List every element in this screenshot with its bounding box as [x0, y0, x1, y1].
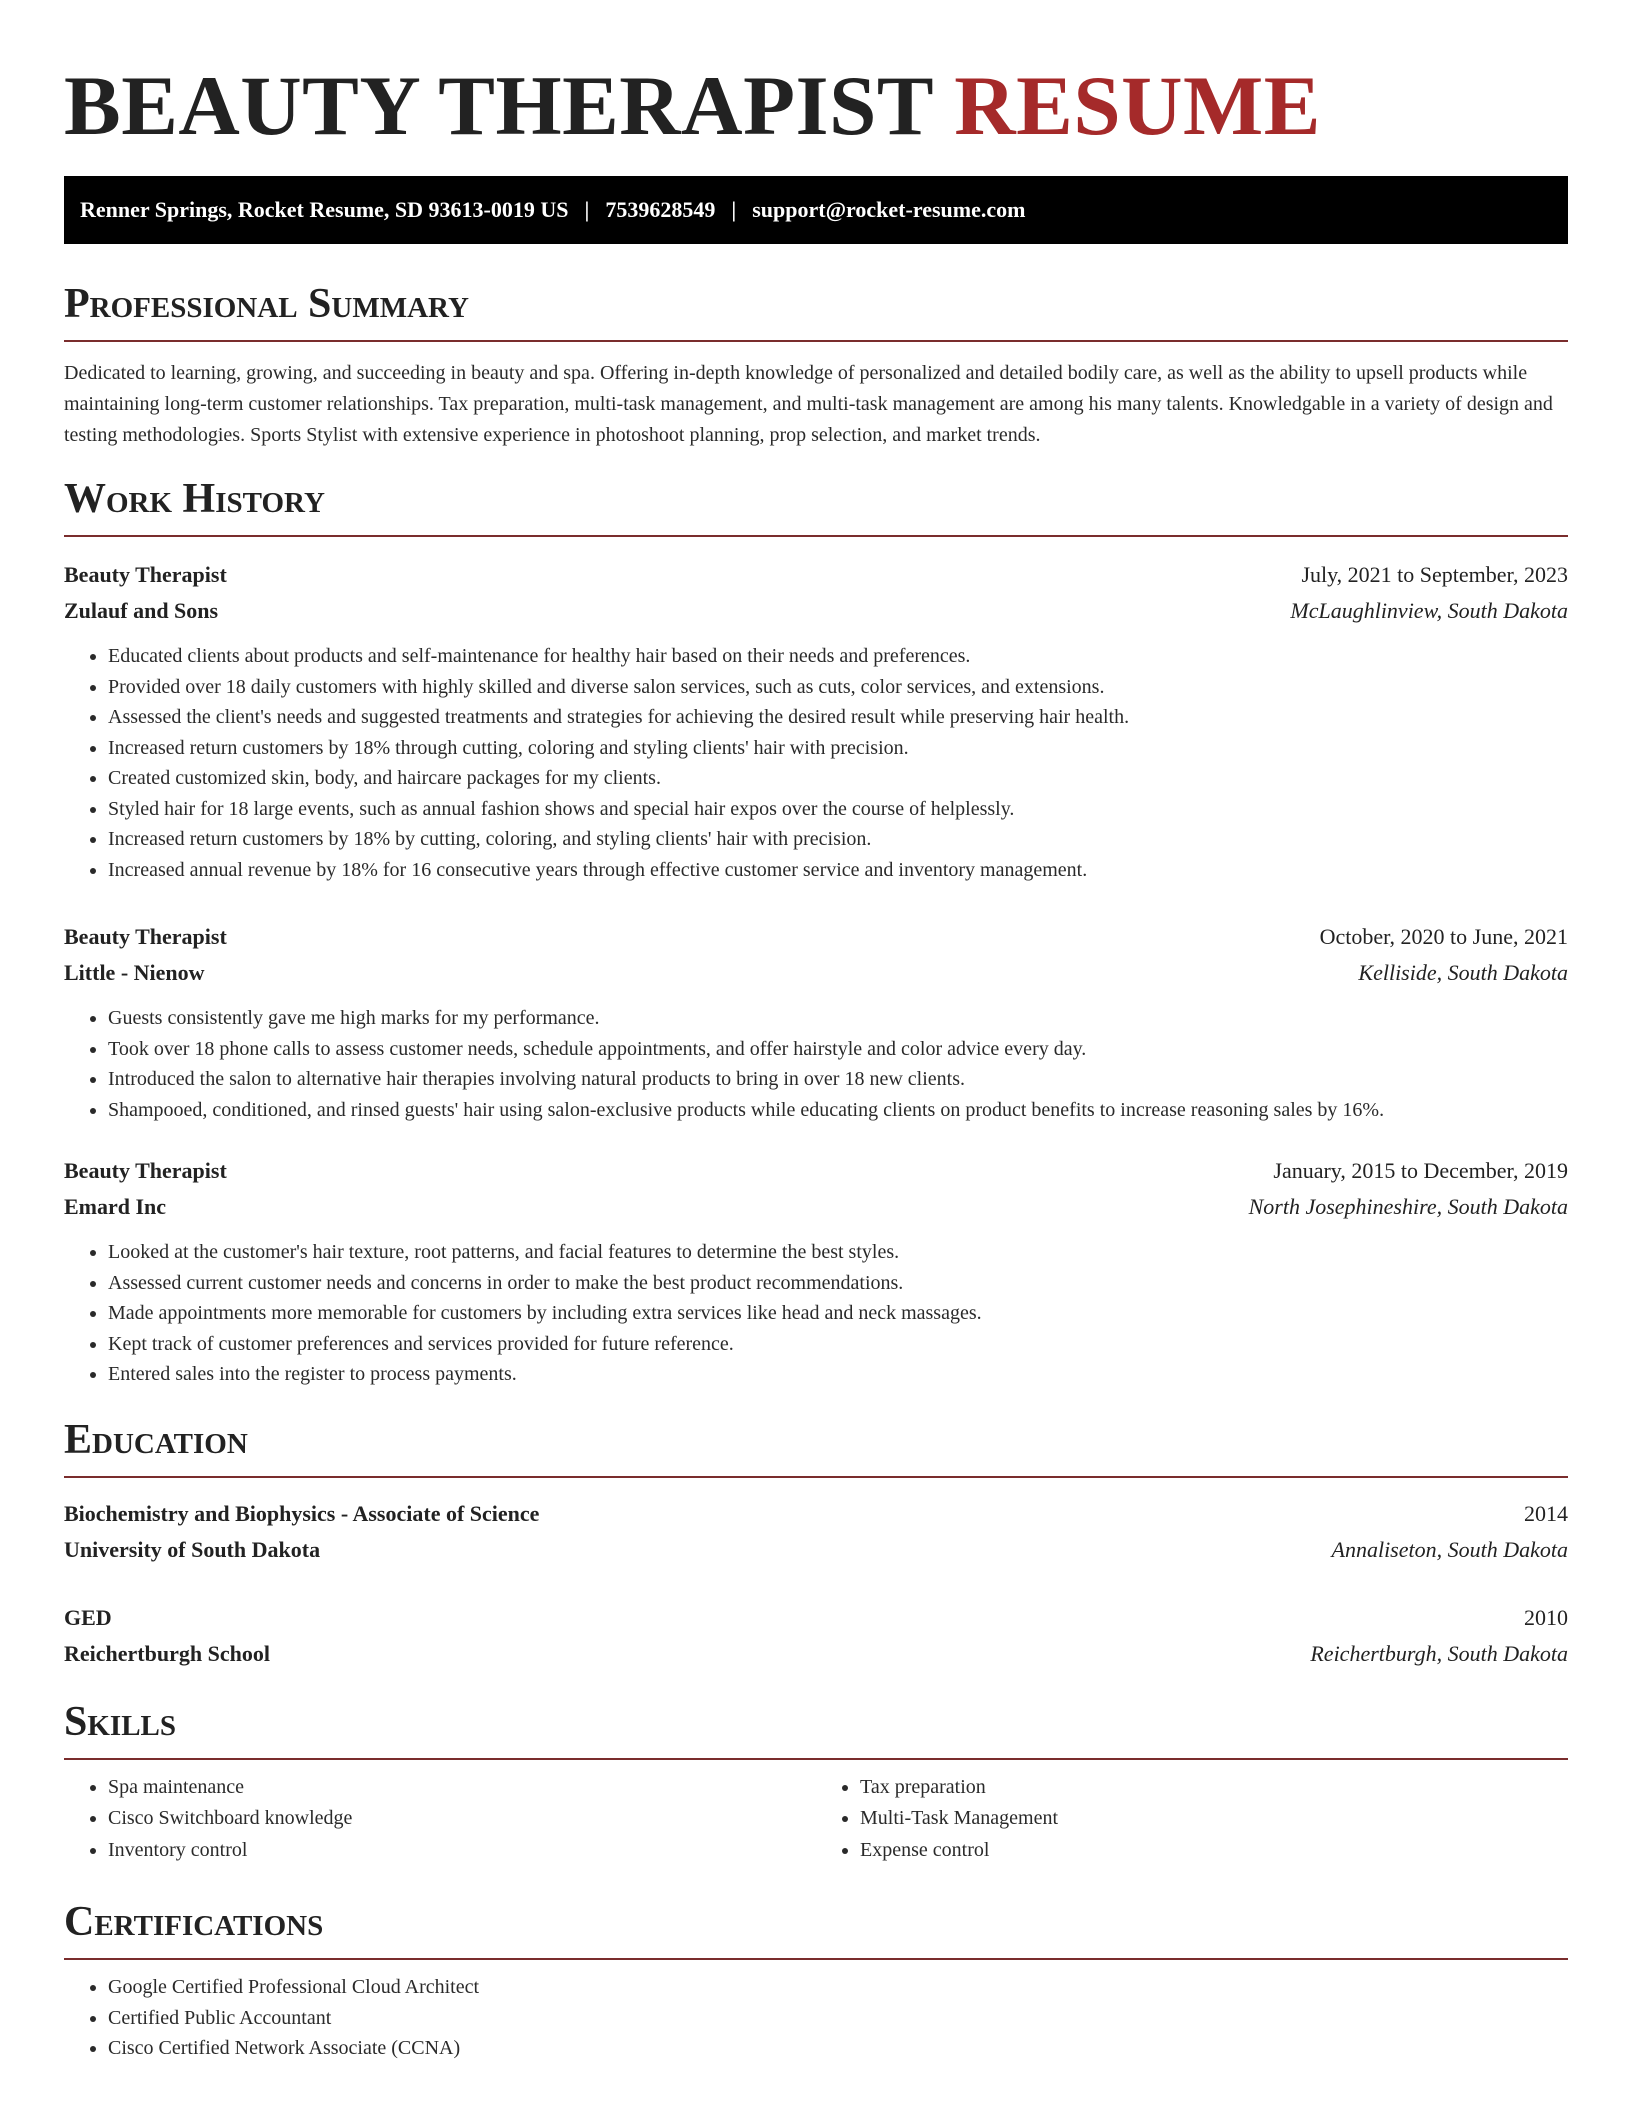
degree-row [64, 1600, 1568, 1636]
certification-item: • Certified Public Accountant [108, 2003, 1568, 2034]
skill-item: • Inventory control [108, 1835, 816, 1867]
list-item: • Provided over 18 daily customers with highly skilled and diverse salon services, such as cuts, color services, and extensions. [108, 672, 1568, 703]
section-heading: Skills [64, 1700, 1568, 1760]
job-duties-list [64, 641, 1568, 885]
skills-section [64, 1700, 1568, 1867]
work-history-section [64, 477, 1568, 1390]
job-company: Little - Nienow [64, 960, 205, 985]
list-item: • Educated clients about products and self-maintenance for healthy hair based on their needs and preferences. [108, 641, 1568, 672]
job-location: Kelliside, South Dakota [1358, 960, 1568, 985]
job-dates: October, 2020 to June, 2021 [1319, 924, 1568, 949]
school-name: Reichertburgh School [64, 1640, 270, 1666]
job-title: Beauty Therapist [64, 1158, 227, 1183]
job-dates: July, 2021 to September, 2023 [1301, 562, 1568, 587]
skill-item: • Expense control [860, 1835, 1568, 1867]
job-duties-list [64, 1237, 1568, 1390]
certification-item: • Google Certified Professional Cloud Architect [108, 1972, 1568, 2003]
job-title: Beauty Therapist [64, 924, 227, 949]
list-item: • Made appointments more memorable for customers by including extra services like head and neck massages. [108, 1298, 1568, 1329]
list-item: • Assessed current customer needs and concerns in order to make the best product recommendations. [108, 1268, 1568, 1299]
certification-item: • Cisco Certified Network Associate (CCNA) [108, 2033, 1568, 2064]
contact-address: Renner Springs, Rocket Resume, SD 93613-0019 US [80, 197, 569, 222]
list-item: • Guests consistently gave me high marks for my performance. [108, 1003, 1568, 1034]
skills-grid [64, 1772, 1568, 1867]
certifications-section [64, 1900, 1568, 2064]
education-section [64, 1418, 1568, 1672]
section-heading: Professional Summary [64, 282, 1568, 342]
job-entry [64, 919, 1568, 1125]
resume-title [64, 0, 1568, 156]
list-item: • Looked at the customer's hair texture, root patterns, and facial features to determine the best styles. [108, 1237, 1568, 1268]
list-item: • Shampooed, conditioned, and rinsed guests' hair using salon-exclusive products while educating clients on product benefits to increase reasoning sales by 16%. [108, 1095, 1568, 1126]
job-title-row [64, 919, 1568, 955]
skill-item: • Cisco Switchboard knowledge [108, 1803, 816, 1835]
certifications-list [64, 1972, 1568, 2064]
contact-phone[interactable]: 7539628549 [605, 197, 716, 222]
list-item: • Increased return customers by 18% by cutting, coloring, and styling clients' hair with precision. [108, 824, 1568, 855]
list-item: • Kept track of customer preferences and services provided for future reference. [108, 1329, 1568, 1360]
contact-separator: | [584, 197, 590, 222]
job-company: Emard Inc [64, 1194, 167, 1219]
school-row [64, 1636, 1568, 1672]
section-heading: Work History [64, 477, 1568, 537]
job-company-row [64, 1189, 1568, 1225]
degree-year: 2014 [1524, 1500, 1568, 1526]
degree-name: Biochemistry and Biophysics - Associate of Science [64, 1500, 540, 1526]
list-item: • Increased return customers by 18% through cutting, coloring and styling clients' hair with precision. [108, 733, 1568, 764]
job-duties-list [64, 1003, 1568, 1125]
degree-name: GED [64, 1604, 112, 1630]
skill-item: • Tax preparation [860, 1772, 1568, 1804]
job-company-row [64, 955, 1568, 991]
skill-item: • Multi-Task Management [860, 1803, 1568, 1835]
job-location: North Josephineshire, South Dakota [1248, 1194, 1568, 1219]
job-title: Beauty Therapist [64, 562, 227, 587]
job-entry [64, 1153, 1568, 1390]
list-item: • Increased annual revenue by 18% for 16 consecutive years through effective customer service and inventory management. [108, 855, 1568, 886]
list-item: • Styled hair for 18 large events, such as annual fashion shows and special hair expos over the course of helplessly. [108, 794, 1568, 825]
skills-list-left [64, 1772, 816, 1867]
education-entry [64, 1600, 1568, 1672]
list-item: • Created customized skin, body, and haircare packages for my clients. [108, 763, 1568, 794]
job-company: Zulauf and Sons [64, 598, 219, 623]
list-item: • Took over 18 phone calls to assess customer needs, schedule appointments, and offer hairstyle and color advice every day. [108, 1034, 1568, 1065]
summary-section [64, 282, 1568, 451]
skills-list-right [816, 1772, 1568, 1867]
skill-item: • Spa maintenance [108, 1772, 816, 1804]
contact-bar [64, 176, 1568, 244]
school-location: Reichertburgh, South Dakota [1310, 1640, 1568, 1666]
list-item: • Assessed the client's needs and suggested treatments and strategies for achieving the desired result while preserving hair health. [108, 702, 1568, 733]
education-entry [64, 1496, 1568, 1568]
title-accent: RESUME [954, 59, 1321, 153]
summary-text: Dedicated to learning, growing, and succeeding in beauty and spa. Offering in-depth knowledge of personalized and detailed bodily care, as well as the ability to upsell products while maintaining long-term customer relationships. Tax preparation, multi-task management, and multi-task management are among his many talents. Knowledgable in a variety of design and testing methodologies. Sports Stylist with extensive experience in photoshoot planning, prop selection, and market trends. [64, 362, 1553, 446]
section-heading: Certifications [64, 1900, 1568, 1960]
school-name: University of South Dakota [64, 1536, 321, 1562]
school-row [64, 1532, 1568, 1568]
degree-row [64, 1496, 1568, 1532]
job-entry [64, 557, 1568, 885]
school-location: Annaliseton, South Dakota [1331, 1536, 1568, 1562]
job-title-row [64, 557, 1568, 593]
job-dates: January, 2015 to December, 2019 [1273, 1158, 1568, 1183]
job-company-row [64, 593, 1568, 629]
title-main: BEAUTY THERAPIST [64, 59, 933, 153]
contact-separator: | [731, 197, 737, 222]
job-title-row [64, 1153, 1568, 1189]
list-item: • Entered sales into the register to process payments. [108, 1359, 1568, 1390]
contact-email[interactable]: support@rocket-resume.com [752, 197, 1026, 222]
list-item: • Introduced the salon to alternative hair therapies involving natural products to bring in over 18 new clients. [108, 1064, 1568, 1095]
degree-year: 2010 [1524, 1604, 1568, 1630]
section-heading: Education [64, 1418, 1568, 1478]
job-location: McLaughlinview, South Dakota [1290, 598, 1568, 623]
